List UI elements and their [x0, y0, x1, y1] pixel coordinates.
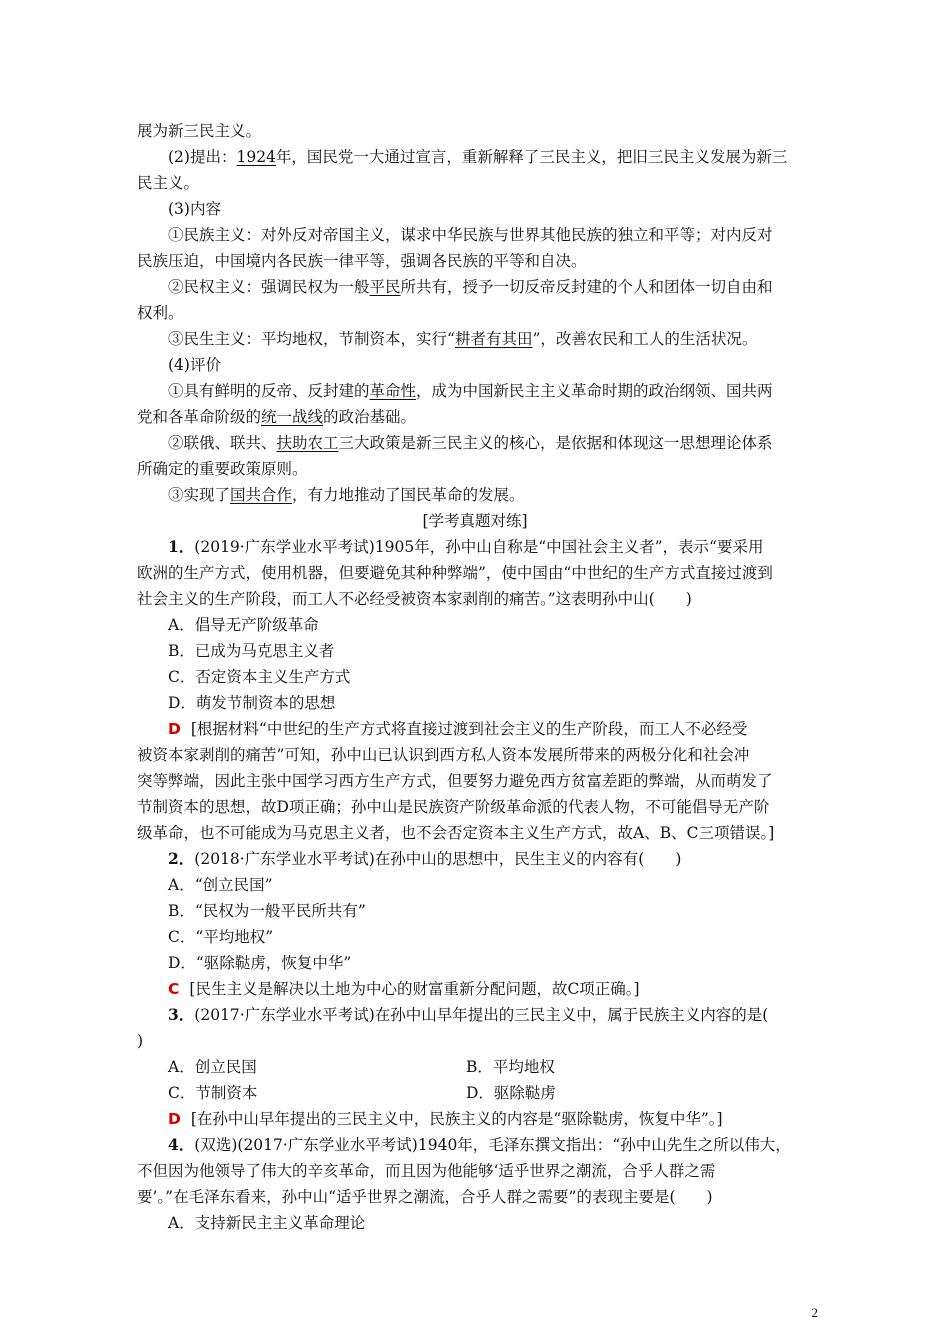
option-c: C．“平均地权” [168, 928, 274, 946]
underlined-term: 国共合作 [230, 486, 293, 504]
answer-letter: D [168, 720, 181, 738]
question-4: 4．(双选)(2017·广东学业水平考试)1940年，毛泽东撰文指出：“孙中山先生之所以伟大， [168, 1135, 791, 1154]
underlined-term: 1924 [236, 148, 276, 166]
text-line: ②联俄、联共、扶助农工三大政策是新三民主义的核心，是依据和体现这一思想理论体系 [168, 434, 773, 452]
text-line: 展为新三民主义。 [137, 122, 262, 140]
text-line: 民族压迫，中国境内各民族一律平等，强调各民族的平等和自决。 [137, 252, 587, 270]
option-c: C．节制资本 [168, 1084, 258, 1102]
answer-letter: D [168, 1110, 181, 1128]
underlined-term: 扶助农工 [276, 434, 339, 452]
subheading: (4)评价 [168, 356, 221, 374]
answer-explanation: D [在孙中山早年提出的三民主义中，民族主义的内容是“驱除鞑虏，恢复中华”。] [168, 1110, 723, 1128]
option-d: D．驱除鞑虏 [466, 1084, 556, 1102]
option-c: C．否定资本主义生产方式 [168, 668, 351, 686]
text-line: ) [137, 1032, 144, 1050]
question-3: 3．(2017·广东学业水平考试)在孙中山早年提出的三民主义中，属于民族主义内容的是( [168, 1005, 769, 1024]
option-b: B．平均地权 [466, 1058, 555, 1076]
underlined-term: 耕者有其田 [454, 330, 533, 348]
text-line: ②民权主义：强调民权为一般平民所共有，授予一切反帝反封建的个人和团体一切自由和 [168, 278, 773, 296]
question-1: 1．(2019·广东学业水平考试)1905年，孙中山自称是“中国社会主义者”，表示“要采用 [168, 537, 764, 556]
text-line: ①具有鲜明的反帝、反封建的革命性，成为中国新民主主义革命时期的政治纲领、国共两 [168, 382, 773, 400]
option-b: B．“民权为一般平民所共有” [168, 902, 366, 920]
answer-explanation: C [民生主义是解决以土地为中心的财富重新分配问题，故C项正确。] [168, 980, 640, 998]
section-heading: [学考真题对练] [422, 512, 528, 530]
question-2: 2．(2018·广东学业水平考试)在孙中山的思想中，民生主义的内容有( ) [168, 849, 682, 868]
option-b: B．已成为马克思主义者 [168, 642, 335, 660]
options-row [168, 1054, 828, 1080]
text-line: (2)提出：1924年，国民党一大通过宣言，重新解释了三民主义，把旧三民主义发展为新三 [168, 148, 788, 166]
option-d: D．萌发节制资本的思想 [168, 694, 336, 712]
text-line: 所确定的重要政策原则。 [137, 460, 308, 478]
option-a: A．“创立民国” [168, 876, 273, 894]
text-line: 不但因为他领导了伟大的辛亥革命，而且因为他能够‘适乎世界之潮流，合乎人群之需 [137, 1162, 716, 1180]
underlined-term: 平民 [369, 278, 401, 296]
text-line: 社会主义的生产阶段，而工人不必经受被资本家剥削的痛苦。”这表明孙中山( ) [137, 590, 692, 608]
text-line: 突等弊端，因此主张中国学习西方生产方式，但要努力避免西方贫富差距的弊端，从而萌发了 [137, 772, 773, 790]
text-line: 欧洲的生产方式，使用机器，但要避免其种种弊端”，使中国由“中世纪的生产方式直接过渡到 [137, 564, 773, 582]
underlined-term: 革命性 [369, 382, 417, 400]
option-d: D．“驱除鞑虏，恢复中华” [168, 954, 352, 972]
text-line: 民主义。 [137, 174, 200, 192]
text-line: 党和各革命阶级的统一战线的政治基础。 [137, 408, 417, 426]
subheading: (3)内容 [168, 200, 221, 218]
options-row [168, 1080, 828, 1106]
underlined-term: 统一战线 [261, 408, 324, 426]
text-line: 级革命，也不可能成为马克思主义者，也不会否定资本主义生产方式，故A、B、C三项错误。] [137, 824, 775, 842]
text-line: 节制资本的思想，故D项正确；孙中山是民族资产阶级革命派的代表人物，不可能倡导无产阶 [137, 798, 770, 816]
option-a: A．创立民国 [168, 1058, 257, 1076]
text-line: 权利。 [137, 304, 184, 322]
answer-explanation: D [根据材料“中世纪的生产方式将直接过渡到社会主义的生产阶段，而工人不必经受 [168, 720, 748, 738]
text-line: 要’。”在毛泽东看来，孙中山“适乎世界之潮流，合乎人群之需要”的表现主要是( ) [137, 1188, 713, 1206]
option-a: A．倡导无产阶级革命 [168, 616, 319, 634]
option-a: A．支持新民主主义革命理论 [168, 1214, 366, 1232]
text-line: ③民生主义：平均地权，节制资本，实行“耕者有其田”，改善农民和工人的生活状况。 [168, 330, 758, 348]
text-line: 被资本家剥削的痛苦”可知，孙中山已认识到西方私人资本发展所带来的两极分化和社会冲 [137, 746, 750, 764]
answer-letter: C [168, 980, 180, 998]
text-line: ③实现了国共合作，有力地推动了国民革命的发展。 [168, 486, 525, 504]
text-line: ①民族主义：对外反对帝国主义，谋求中华民族与世界其他民族的独立和平等；对内反对 [168, 226, 773, 244]
page-number: 2 [811, 1305, 818, 1320]
